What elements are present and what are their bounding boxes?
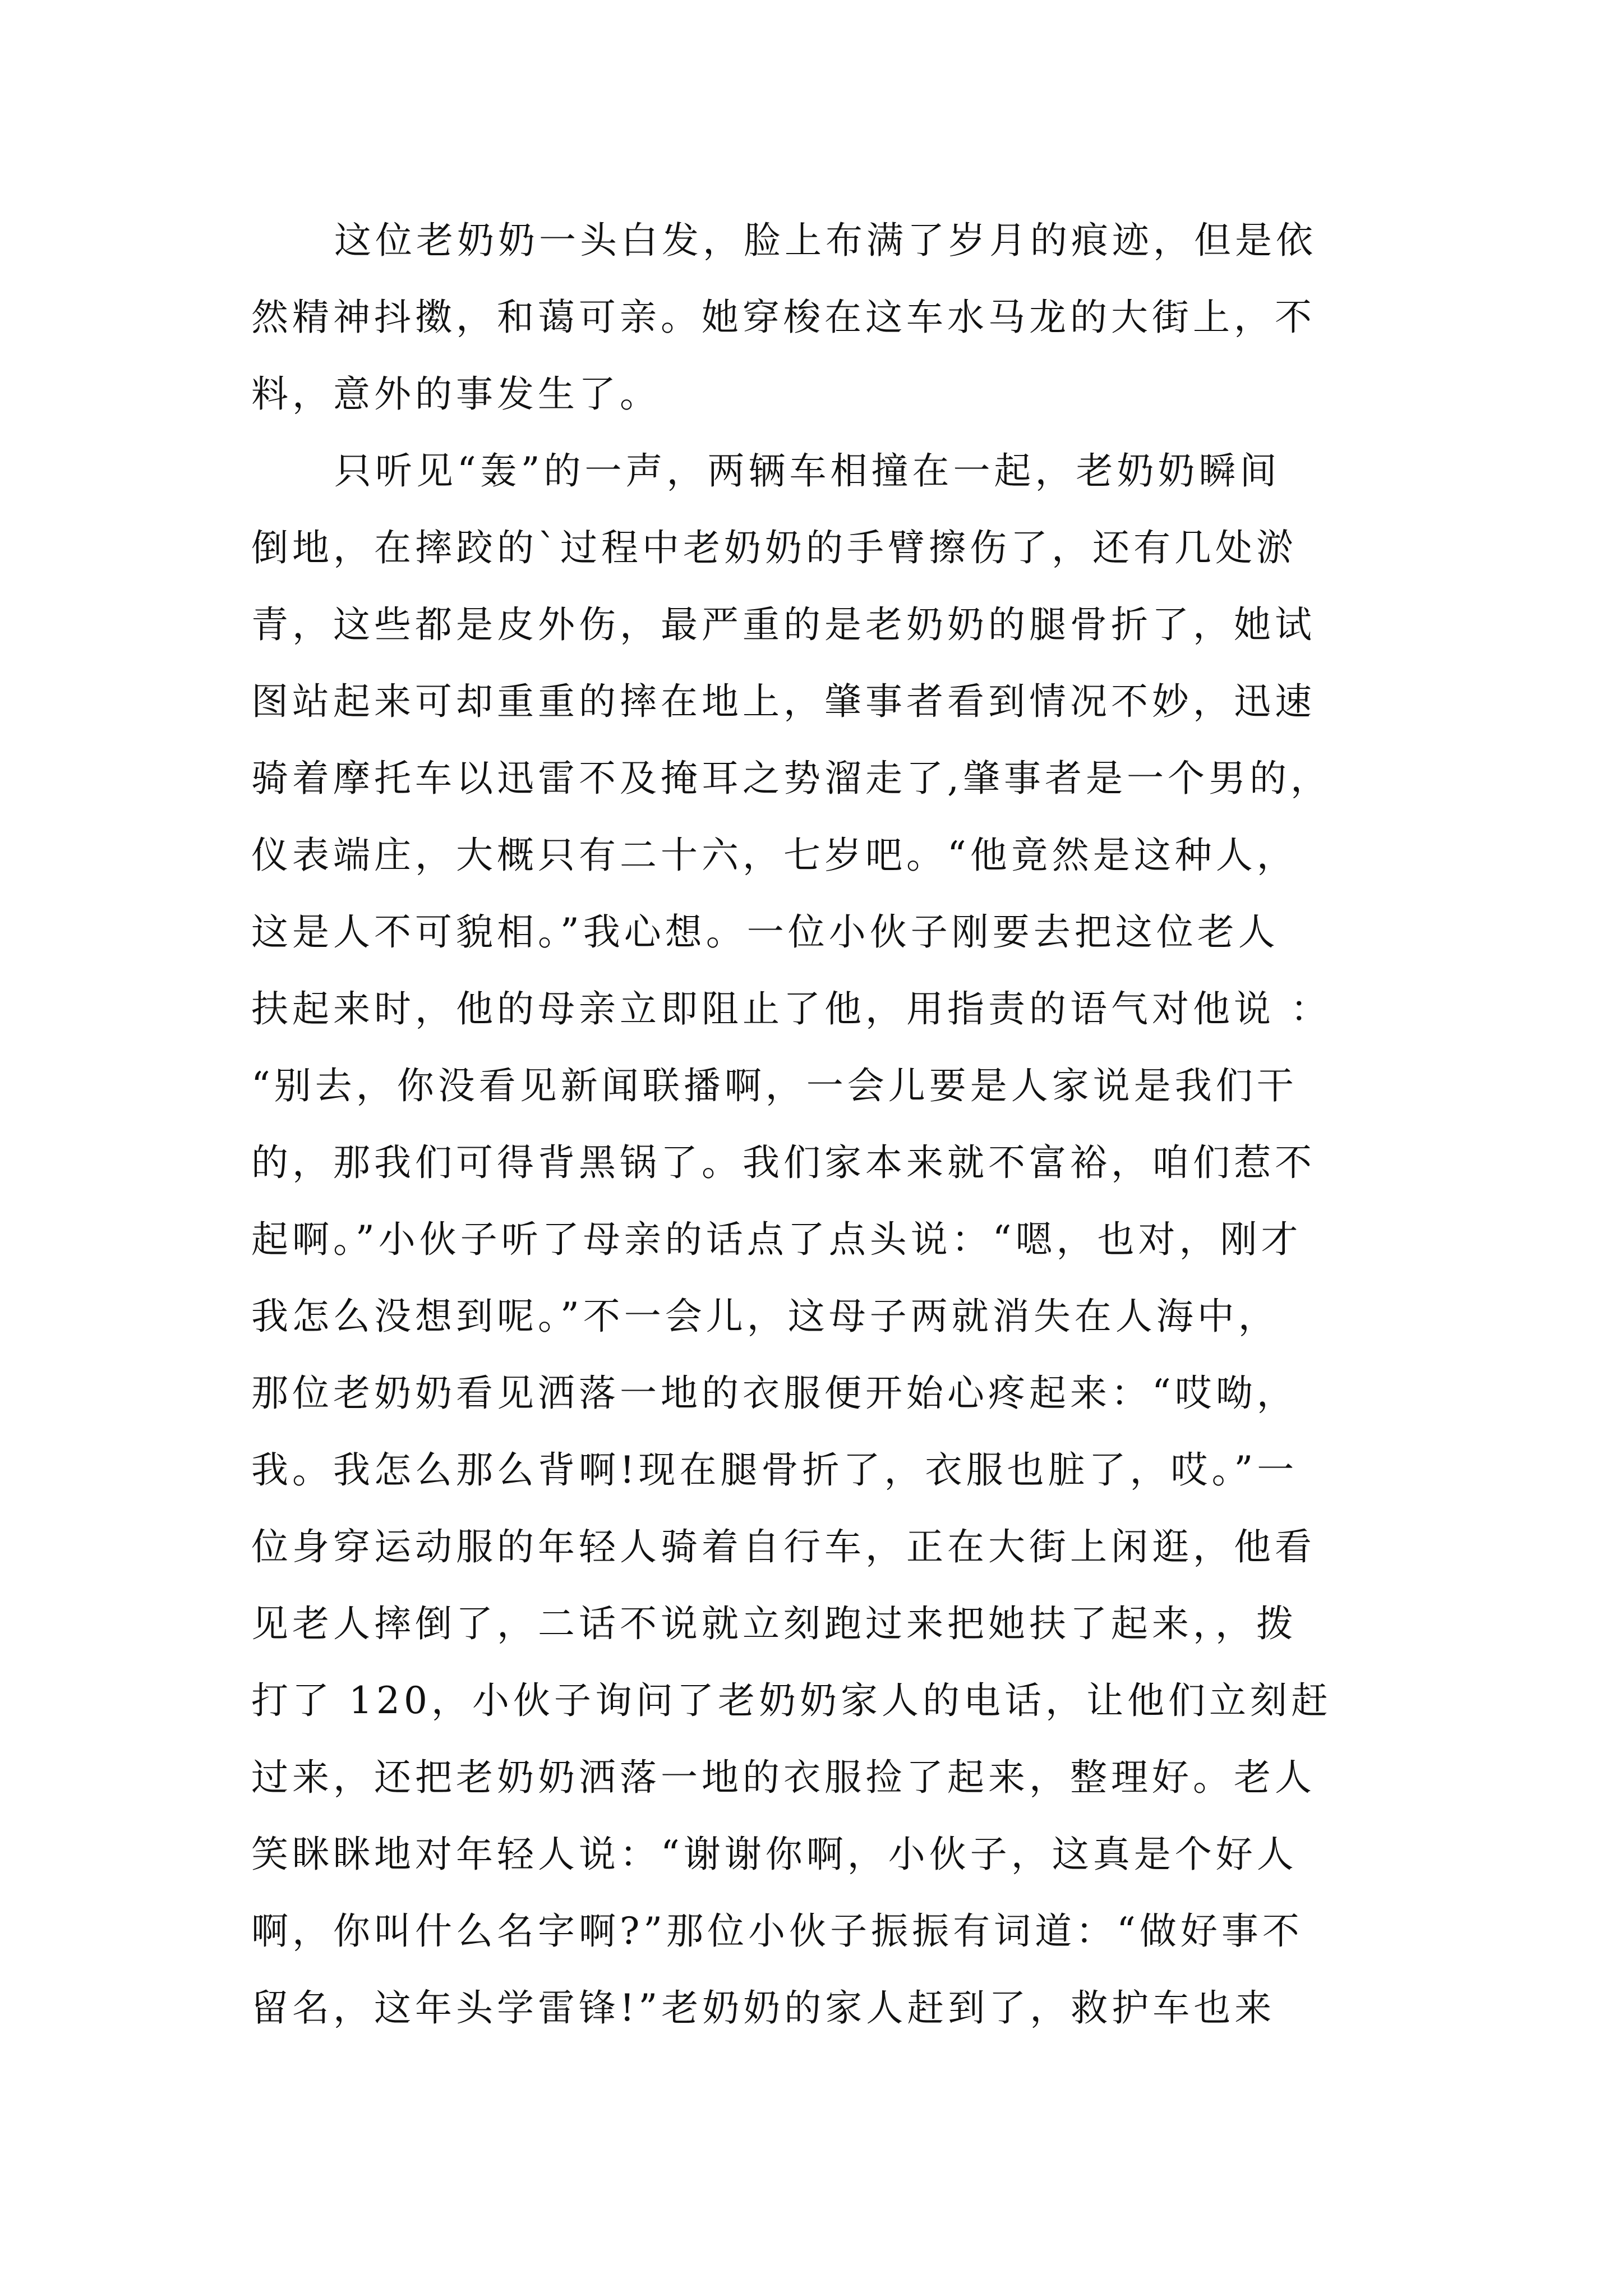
paragraph-2-line-6: 仪表端庄，大概只有二十六，七岁吧。“他竟然是这种人， <box>251 834 1298 877</box>
paragraph-2-line-15: 位身穿运动服的年轻人骑着自行车，正在大街上闲逛，他看 <box>251 1525 1316 1568</box>
paragraph-2-line-1: 只听见“轰”的一声，两辆车相撞在一起，老奶奶瞬间 <box>334 449 1281 493</box>
paragraph-1-line-3: 料，意外的事发生了。 <box>251 372 661 416</box>
paragraph-2-line-5: 骑着摩托车以迅雷不及掩耳之势溜走了,肇事者是一个男的， <box>251 757 1331 800</box>
paragraph-2-line-3: 青，这些都是皮外伤，最严重的是老奶奶的腿骨折了，她试 <box>251 603 1316 646</box>
paragraph-2-line-17: 打了 120，小伙子询问了老奶奶家人的电话，让他们立刻赶 <box>251 1679 1332 1722</box>
paragraph-2-line-14: 我。我怎么那么背啊!现在腿骨折了，衣服也脏了，哎。”一 <box>251 1448 1298 1492</box>
paragraph-2-line-11: 起啊。”小伙子听了母亲的话点了点头说：“嗯，也对，刚才 <box>251 1218 1302 1261</box>
paragraph-2-line-8: 扶起来时，他的母亲立即阻止了他，用指责的语气对他说 ： <box>251 987 1331 1030</box>
paragraph-2-line-19: 笑眯眯地对年轻人说：“谢谢你啊，小伙子，这真是个好人 <box>251 1833 1298 1876</box>
paragraph-2-line-18: 过来，还把老奶奶洒落一地的衣服捡了起来，整理好。老人 <box>251 1756 1316 1799</box>
paragraph-2-line-12: 我怎么没想到呢。”不一会儿，这母子两就消失在人海中， <box>251 1295 1279 1338</box>
paragraph-2-line-2: 倒地，在摔跤的`过程中老奶奶的手臂擦伤了，还有几处淤 <box>251 526 1297 569</box>
paragraph-2-line-16: 见老人摔倒了，二话不说就立刻跑过来把她扶了起来，，拨 <box>251 1602 1297 1645</box>
paragraph-2-line-9: “别去，你没看见新闻联播啊，一会儿要是人家说是我们干 <box>251 1064 1298 1107</box>
paragraph-1-line-1: 这位老奶奶一头白发，脸上布满了岁月的痕迹，但是依 <box>334 219 1317 262</box>
paragraph-2-line-21: 留名，这年头学雷锋!”老奶奶的家人赶到了，救护车也来 <box>251 1986 1276 2030</box>
paragraph-2-line-10: 的，那我们可得背黑锅了。我们家本来就不富裕，咱们惹不 <box>251 1141 1316 1184</box>
paragraph-2-line-7: 这是人不可貌相。”我心想。一位小伙子刚要去把这位老人 <box>251 910 1279 954</box>
paragraph-2-line-4: 图站起来可却重重的摔在地上，肇事者看到情况不妙，迅速 <box>251 680 1316 723</box>
paragraph-1-line-2: 然精神抖擞，和蔼可亲。她穿梭在这车水马龙的大街上，不 <box>251 296 1316 339</box>
paragraph-2-line-20: 啊，你叫什么名字啊?”那位小伙子振振有词道：“做好事不 <box>251 1910 1303 1953</box>
paragraph-2-line-13: 那位老奶奶看见洒落一地的衣服便开始心疼起来：“哎呦， <box>251 1372 1298 1415</box>
